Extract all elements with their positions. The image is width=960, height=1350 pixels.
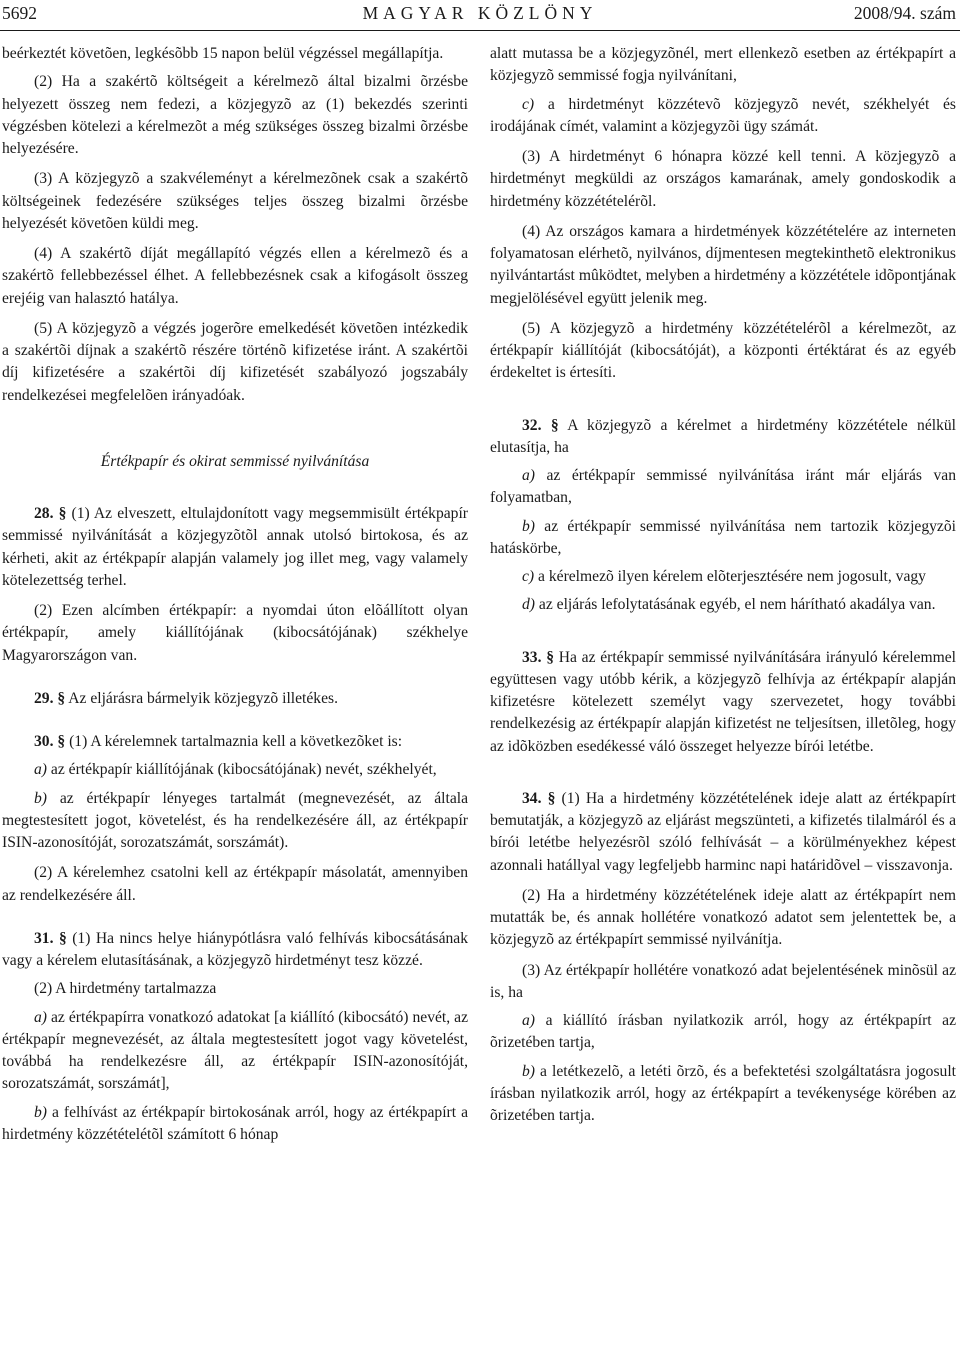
right-column [490,43,956,1127]
item-label: c) [522,568,535,585]
paragraph: (3) A közjegyzõ a szakvéleményt a kérelmezõnek csak a szakértõ költségeinek fedezésére szükséges teljes összeg bizalmi õrzésbe helyezését követõen küldi meg. [2,170,468,232]
item-text: az értékpapírra vonatkozó adatokat [a kiállító (kibocsátó) nevét, az értékpapír megnevezését, az általa megtestesített jogot vagy követelést, továbbá ha rendelkezésre áll, az értékpapír ISIN-azonosítóját, sorozatszámát, sorszámát], [2,1008,468,1093]
list-item [490,594,956,616]
item-label: b) [34,789,47,807]
item-text: az értékpapír kiállítójának (kibocsátójának) nevét, székhelyét, [50,761,437,779]
paragraph: (4) Az országos kamara a hirdetmények közzétételére az interneten folyamatosan elérhetõ, nyilvános, díjmentesen megtekinthetõ elektronikus nyilvántartást mûködtet, melyben a hirdetmény a közzététele idõpontjának megjelölésével együtt jelenik meg. [490,222,956,307]
section-30 [2,731,468,753]
item-label: a) [522,1012,535,1029]
header-rule [0,30,960,31]
section-number: 33. § [522,648,555,666]
paragraph: (3) A hirdetményt 6 hónapra közzé kell tenni. A közjegyzõ a hirdetményt megküldi az országos kamarának, amely gondoskodik a hirdetmény közzétételérõl. [490,148,956,210]
item-text: az értékpapír semmissé nyilvánítása nem tartozik közjegyzõi hatáskörbe, [490,517,956,557]
paragraph: (2) Ezen alcímben értékpapír: a nyomdai úton elõállított olyan értékpapír, amely kiállítójának (kibocsátójának) székhelye Magyarországon van. [2,602,468,664]
item-text: a hirdetményt közzétevõ közjegyzõ nevét, székhelyét és irodájának címét, valamint a közjegyzõi ügy számát. [490,95,956,135]
section-number: 32. § [522,416,559,434]
list-item [490,1061,956,1128]
list-item [2,1102,468,1147]
item-label: a) [34,1008,47,1026]
section-number: 30. § [34,733,66,750]
item-label: b) [522,1062,535,1080]
item-text: az értékpapír semmissé nyilvánítása iránt már eljárás van folyamatban, [490,467,956,507]
section-29 [2,688,468,710]
section-28 [2,503,468,592]
section-33 [490,647,956,758]
item-label: b) [522,517,535,535]
paragraph: (2) A hirdetmény tartalmazza [34,980,217,998]
paragraph-text: (1) Ha nincs helye hiánypótlásra való felhívás kibocsátásának vagy a kérelem elutasításának, a közjegyzõ hirdetményt tesz közzé. [2,929,469,969]
paragraph: (5) A közjegyzõ a hirdetmény közzétételérõl a kérelmezõt, az értékpapír kiállítóját (kibocsátóját), a központi értéktárat és az egyéb érdekeltet is értesíti. [490,319,956,382]
item-text: a kérelmezõ ilyen kérelem elõterjesztésére nem jogosult, vagy [538,568,926,585]
paragraph: (2) Ha a hirdetmény közzétételének ideje alatt az értékpapírt nem mutatták be, és annak hollétére vonatkozó adatot sem jelentettek be, a közjegyzõ az értékpapírt semmissé nyilvánítja. [490,886,956,949]
section-31 [2,928,468,973]
journal-title: MAGYAR KÖZLÖNY [362,3,598,23]
page-header [0,0,960,30]
paragraph-text: (1) Ha a hirdetmény közzétételének ideje alatt az értékpapírt bemutatják, a közjegyzõ az eljárást megszünteti, a kifizetés tilalmáról és a bírói letétbe helyezésrõl szóló felhívását – a körülményekhez képest azonnali hatállyal vagy legfeljebb harminc napi határidõvel – visszavonja. [490,789,956,874]
paragraph-text: A közjegyzõ a kérelmet a hirdetmény közzététele nélkül elutasítja, ha [490,416,956,456]
section-34 [490,788,956,877]
issue-number: 2008/94. szám [853,3,956,23]
paragraph-text: (1) A kérelemnek tartalmaznia kell a következõket is: [69,733,403,750]
list-item [2,759,468,781]
paragraph: (5) A közjegyzõ a végzés jogerõre emelkedését követõen intézkedik a szakértõi díjnak a szakértõ részére történõ kifizetése iránt. A szakértõi díj kifizetésére a szakértõi díj kifizetését szabályozó jogszabály rendelkezései megfelelõen irányadóak. [2,319,468,404]
item-text: az eljárás lefolytatásának egyéb, el nem hárítható akadálya van. [538,596,936,614]
section-number: 28. § [34,505,67,522]
paragraph-text: (1) Az elveszett, eltulajdonított vagy megsemmisült értékpapír semmissé nyilvánítását a közjegyzõtõl annak utolsó birtokosa, és az kérheti, akit az értékpapír alapján valamely jog illet meg, vagy valamely kötelezettség terhel. [2,505,468,589]
item-text: a letétkezelõ, a letéti õrzõ, és a befektetési szolgáltatásra jogosult írásban nyilatkozik arról, hogy az értékpapírt a tevékenysége körében az õrizetében tartja. [490,1062,956,1124]
item-text: az értékpapír lényeges tartalmát (megnevezését, az általa megtestesített jogot, követelést, és ha rendelkezésére áll, az értékpapír ISIN-azonosítóját, sorozatszámát, sorszámát). [2,789,468,851]
left-column [2,43,468,1146]
section-number: 34. § [522,789,556,807]
item-text: a felhívást az értékpapír birtokosának arról, hogy az értékpapírt a hirdetmény közzétételétõl számított 6 hónap [2,1103,468,1143]
paragraph: (2) Ha a szakértõ költségeit a kérelmezõ által bizalmi õrzésbe helyezett összeg nem fedezi, a közjegyzõ az (1) bekezdés szerinti végzésben kötelezi a kérelmezõt a még szükséges összeg bizalmi õrzésbe helyezésére. [2,73,468,157]
page-number: 5692 [2,3,37,23]
paragraph-text: Ha az értékpapír semmissé nyilvánítására irányuló kérelemmel együttesen vagy utóbb kérik, a közjegyzõ felhívja az értékpapír alapján kifizetésre kötelezett személyt vagy szervezetet, hogy további rendelkezésig az értékpapír alapján kifizetést ne teljesítsen, illetõleg, hogy az idõközben esedékessé váló összeget helyezze bírói letétbe. [490,648,956,755]
paragraph: (4) A szakértõ díját megállapító végzés ellen a kérelmezõ és a szakértõ fellebbezéssel élhet. A fellebbezésnek csak a kifogásolt összeg erejéig van halasztó hatálya. [2,245,468,307]
item-text: a kiállító írásban nyilatkozik arról, hogy az értékpapírt az õrizetében tartja, [490,1012,957,1052]
section-32 [490,415,956,460]
list-item [490,94,956,139]
list-item [490,566,956,588]
paragraph-text: Az eljárásra bármelyik közjegyzõ illetékes. [68,689,338,707]
paragraph: (2) A kérelemhez csatolni kell az értékpapír másolatát, amennyiben az rendelkezésére áll. [2,864,468,904]
section-number: 31. § [34,929,67,947]
item-label: a) [34,761,47,779]
item-label: c) [522,95,535,113]
paragraph-continued: alatt mutassa be a közjegyzõnél, mert ellenkezõ esetben az értékpapírt a közjegyzõ semmissé fogja nyilvánítani, [490,45,956,85]
list-item [490,516,956,561]
list-item [2,788,468,855]
list-item [2,1007,468,1096]
section-number: 29. § [34,689,66,707]
item-label: a) [522,467,535,484]
section-title: Értékpapír és okirat semmissé nyilvánítása [100,452,370,470]
paragraph: (3) Az értékpapír hollétére vonatkozó adat bejelentésének minõsül az is, ha [490,961,956,1001]
item-label: d) [522,596,535,614]
list-item [490,1010,956,1055]
paragraph-continued: beérkeztét követõen, legkésõbb 15 napon belül végzéssel megállapítja. [2,45,444,62]
list-item [490,465,956,510]
item-label: b) [34,1103,47,1121]
